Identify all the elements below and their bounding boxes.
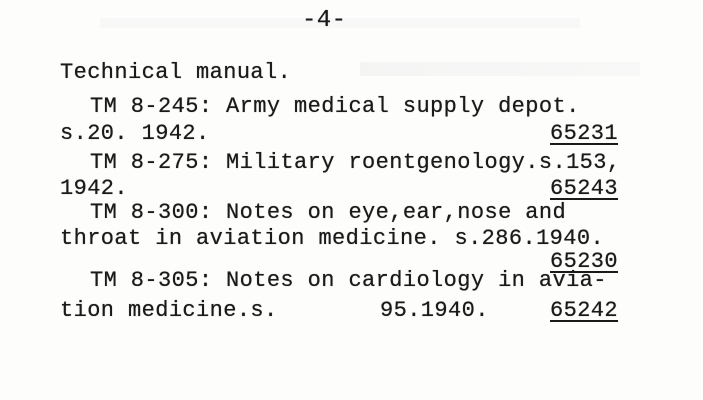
entry-year: 95.1940. xyxy=(380,298,489,323)
entry-title-line: TM 8-300: Notes on eye,ear,nose and xyxy=(90,200,567,225)
entry-detail-line: s.20. 1942. xyxy=(60,121,210,146)
entry-title-line: TM 8-275: Military roentgenology.s.153, xyxy=(90,150,621,175)
page-number: -4- xyxy=(302,7,347,34)
entry-title-line: TM 8-305: Notes on cardiology in avia- xyxy=(90,268,607,293)
entry-detail-line: throat in aviation medicine. s.286.1940. xyxy=(60,226,605,251)
bleed-through-text xyxy=(360,62,640,76)
accession-number: 65230 xyxy=(550,249,619,274)
entry-detail-line: tion medicine.s. xyxy=(60,298,278,323)
section-heading: Technical manual. xyxy=(60,60,292,85)
accession-number: 65231 xyxy=(550,121,619,146)
accession-number: 65242 xyxy=(550,298,619,323)
entry-title-line: TM 8-245: Army medical supply depot. xyxy=(90,94,580,119)
accession-number: 65243 xyxy=(550,176,619,201)
entry-detail-line: 1942. xyxy=(60,176,129,201)
